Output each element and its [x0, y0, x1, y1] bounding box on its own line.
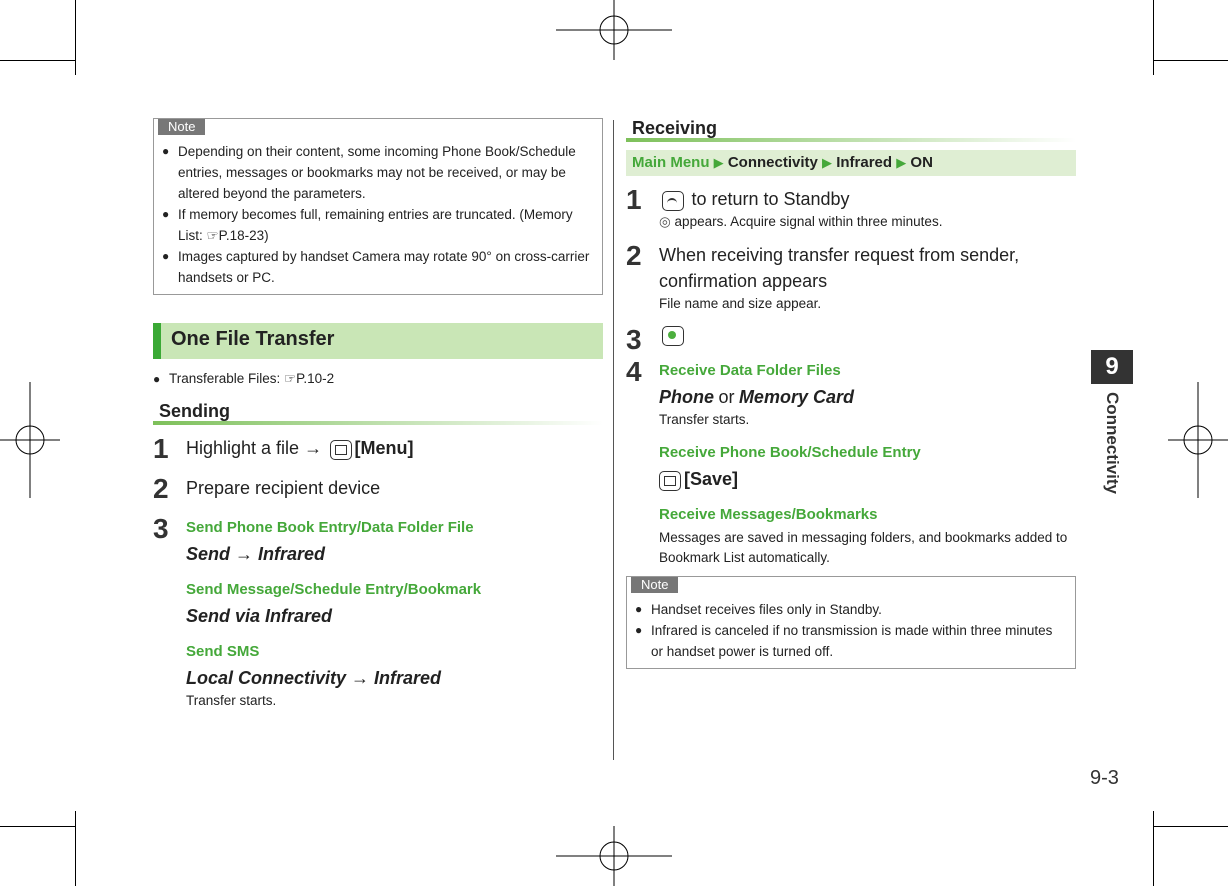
receiving-step-2	[626, 242, 1076, 314]
or-text: or	[718, 387, 735, 407]
registration-mark-left	[0, 382, 60, 498]
option-action: Local Connectivity → Infrared	[186, 668, 442, 688]
chapter-label-text: Connectivity	[1103, 392, 1122, 495]
step-number: 2	[626, 240, 642, 271]
section-header	[153, 323, 603, 359]
receiving-step-3	[626, 324, 1076, 355]
note-tab: Note	[631, 577, 678, 593]
option-action: Memory Card	[738, 387, 854, 407]
note-box-bottom	[626, 576, 1076, 669]
chapter-label	[1096, 392, 1126, 502]
infrared-standby-icon: ◎	[659, 214, 671, 229]
sending-subheader	[153, 401, 603, 425]
step-number: 3	[153, 513, 169, 544]
crop-mark-br-v	[1153, 811, 1154, 886]
arrow-right-icon: ▶	[822, 155, 833, 170]
crop-mark-bl-h	[0, 826, 75, 827]
crop-mark-br-h	[1153, 826, 1228, 827]
chapter-number-badge: 9	[1091, 350, 1133, 384]
sending-step-2	[153, 473, 603, 504]
section-title: One File Transfer	[171, 328, 335, 350]
column-divider	[613, 120, 614, 760]
option-label: Receive Phone Book/Schedule Entry	[659, 444, 921, 461]
sending-title: Sending	[159, 401, 230, 421]
receiving-step-4	[626, 358, 1076, 568]
step-text: When receiving transfer request from sender, confirmation appears	[659, 245, 1020, 291]
step-number: 2	[153, 473, 169, 504]
option-action: Send → Infrared	[186, 544, 326, 564]
note-item: ● Infrared is canceled if no transmission is made within three minutes or handset power is turned off.	[635, 620, 1067, 662]
option-label: Receive Data Folder Files	[659, 362, 841, 379]
step-text: to return to Standby	[691, 189, 850, 209]
sending-step-1	[153, 433, 603, 464]
step-number: 1	[626, 184, 642, 215]
menu-path-item: ON	[910, 154, 933, 171]
arrow-right-icon: ▶	[896, 155, 907, 170]
note-box-top	[153, 118, 603, 295]
receiving-step-1	[626, 186, 1076, 232]
note-item: ● If memory becomes full, remaining entries are truncated. (Memory List: ☞P.18-23)	[162, 204, 594, 246]
receiving-subheader	[626, 118, 1076, 142]
note-item: ● Handset receives files only in Standby.	[635, 599, 1067, 620]
menu-key-label: [Menu]	[354, 438, 414, 458]
step-text: Highlight a file →	[186, 438, 323, 458]
registration-mark-right	[1168, 382, 1228, 498]
note-item: ● Images captured by handset Camera may rotate 90° on cross-carrier handsets or PC.	[162, 246, 594, 288]
step-text: Prepare recipient device	[186, 478, 381, 498]
step-number: 3	[626, 324, 642, 355]
right-column	[626, 118, 1076, 669]
registration-mark-top	[556, 0, 672, 60]
step-number: 4	[626, 356, 642, 387]
left-column	[153, 118, 603, 711]
note-tab: Note	[158, 119, 205, 135]
menu-path-item: Connectivity	[727, 154, 818, 171]
crop-mark-tr-v	[1153, 0, 1154, 75]
page-number: 9-3	[1090, 767, 1119, 789]
registration-mark-bottom	[556, 826, 672, 886]
step-number: 1	[153, 433, 169, 464]
menu-path-item: Main Menu	[632, 154, 710, 171]
step-note: File name and size appear.	[659, 296, 822, 311]
step-note: appears. Acquire signal within three minutes.	[674, 214, 943, 229]
step-note: Messages are saved in messaging folders, and bookmarks added to Bookmark List automatically.	[659, 530, 1068, 565]
option-action: Send via Infrared	[186, 606, 333, 626]
menu-path-bar	[626, 150, 1076, 176]
note-item: ● Depending on their content, some incoming Phone Book/Schedule entries, messages or bookmarks may not be received, or may be altered beyond the parameters.	[162, 141, 594, 204]
step-note: Transfer starts.	[186, 693, 277, 708]
sending-step-3	[153, 515, 603, 711]
option-label: Send Message/Schedule Entry/Bookmark	[186, 581, 482, 598]
option-label: Send Phone Book Entry/Data Folder File	[186, 519, 474, 536]
crop-mark-tr-h	[1153, 60, 1228, 61]
mail-key-icon	[330, 440, 352, 460]
option-label: Receive Messages/Bookmarks	[659, 506, 878, 523]
step-note: Transfer starts.	[659, 412, 750, 427]
transferable-files-bullet: ● Transferable Files: ☞P.10-2	[153, 369, 603, 389]
option-label: Send SMS	[186, 643, 260, 660]
crop-mark-tl-v	[75, 0, 76, 75]
option-action: Phone	[659, 387, 715, 407]
end-key-icon	[662, 191, 684, 211]
menu-path-item: Infrared	[836, 154, 893, 171]
crop-mark-bl-v	[75, 811, 76, 886]
crop-mark-tl-h	[0, 60, 75, 61]
receiving-title: Receiving	[632, 118, 718, 138]
arrow-right-icon: ▶	[713, 155, 724, 170]
save-key-label: [Save]	[684, 469, 739, 489]
center-key-icon	[662, 326, 684, 346]
mail-key-icon	[659, 471, 681, 491]
